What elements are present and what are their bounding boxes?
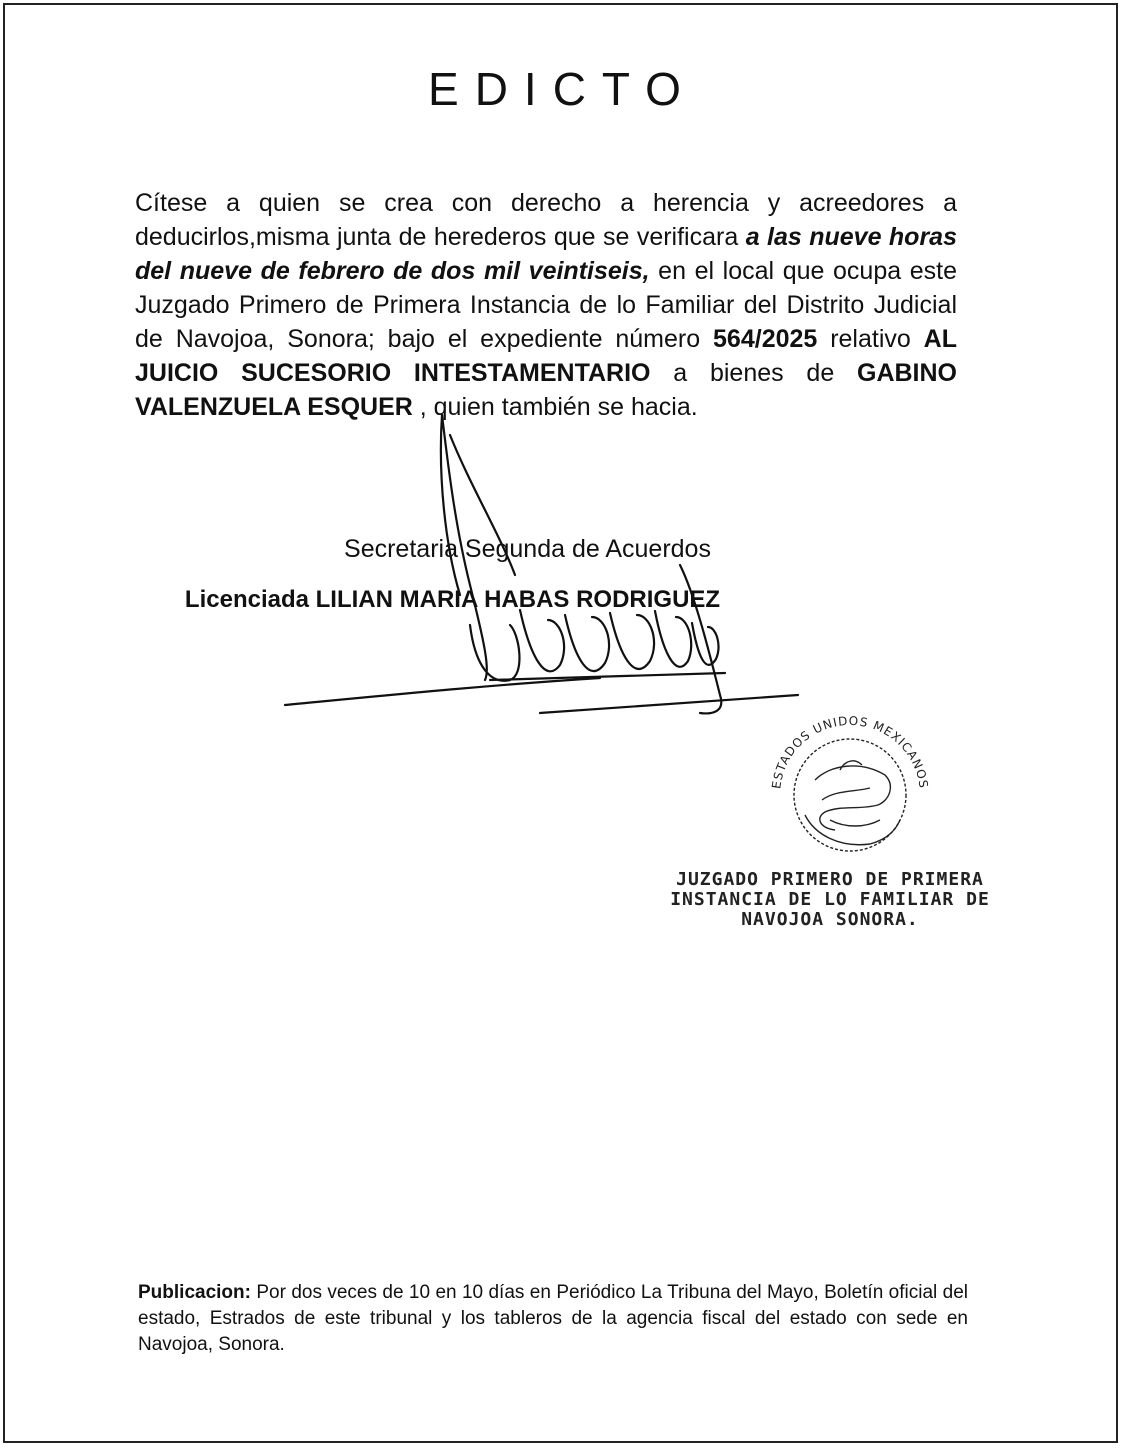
- court-seal: [760, 710, 940, 870]
- court-stamp-line-1: JUZGADO PRIMERO DE PRIMERA: [676, 869, 984, 890]
- handwritten-signature: [270, 395, 810, 735]
- hearing-date: a las nueve horas del nueve de febrero de dos mil veintiseis,: [135, 223, 957, 285]
- proceeding-type: AL JUICIO SUCESORIO INTESTAMENTARIO: [135, 325, 957, 387]
- body-text-1: Cítese a quien se crea con derecho a herencia y acreedores a deducirlos,misma junta de herederos que se verificara: [135, 189, 957, 251]
- signer-name: Licenciada LILIAN MARIA HABAS RODRIGUEZ: [184, 586, 721, 613]
- case-number: 564/2025: [713, 325, 818, 353]
- body-text-4: a bienes de: [650, 359, 857, 387]
- signer-role: Secretaria Segunda de Acuerdos: [344, 535, 711, 563]
- body-text-2: en el local que ocupa este Juzgado Primero de Primera Instancia de lo Familiar del Distrito Judicial de Navojoa, Sonora; bajo el expediente número: [135, 257, 957, 353]
- document-title: EDICTO: [428, 63, 697, 115]
- edict-body: [135, 186, 957, 424]
- body-text-3: relativo: [817, 325, 924, 353]
- body-text-5: , quien también se hacia.: [412, 393, 698, 421]
- svg-text:ESTADOS UNIDOS MEXICANOS: [769, 714, 931, 790]
- court-stamp: [660, 870, 1000, 930]
- publication-text: Por dos veces de 10 en 10 días en Periódico La Tribuna del Mayo, Boletín oficial del estado, Estrados de este tribunal y los tableros de la agencia fiscal del estado con sede en Navojoa, Sonora.: [138, 1282, 968, 1355]
- seal-ring-text: ESTADOS UNIDOS MEXICANOS: [769, 713, 931, 790]
- publication-label: Publicacion:: [138, 1282, 251, 1303]
- court-stamp-line-2: INSTANCIA DE LO FAMILIAR DE: [670, 889, 990, 910]
- court-stamp-line-3: NAVOJOA SONORA.: [741, 909, 919, 930]
- publication-note: [138, 1280, 968, 1358]
- decedent-name: GABINO VALENZUELA ESQUER: [135, 359, 957, 421]
